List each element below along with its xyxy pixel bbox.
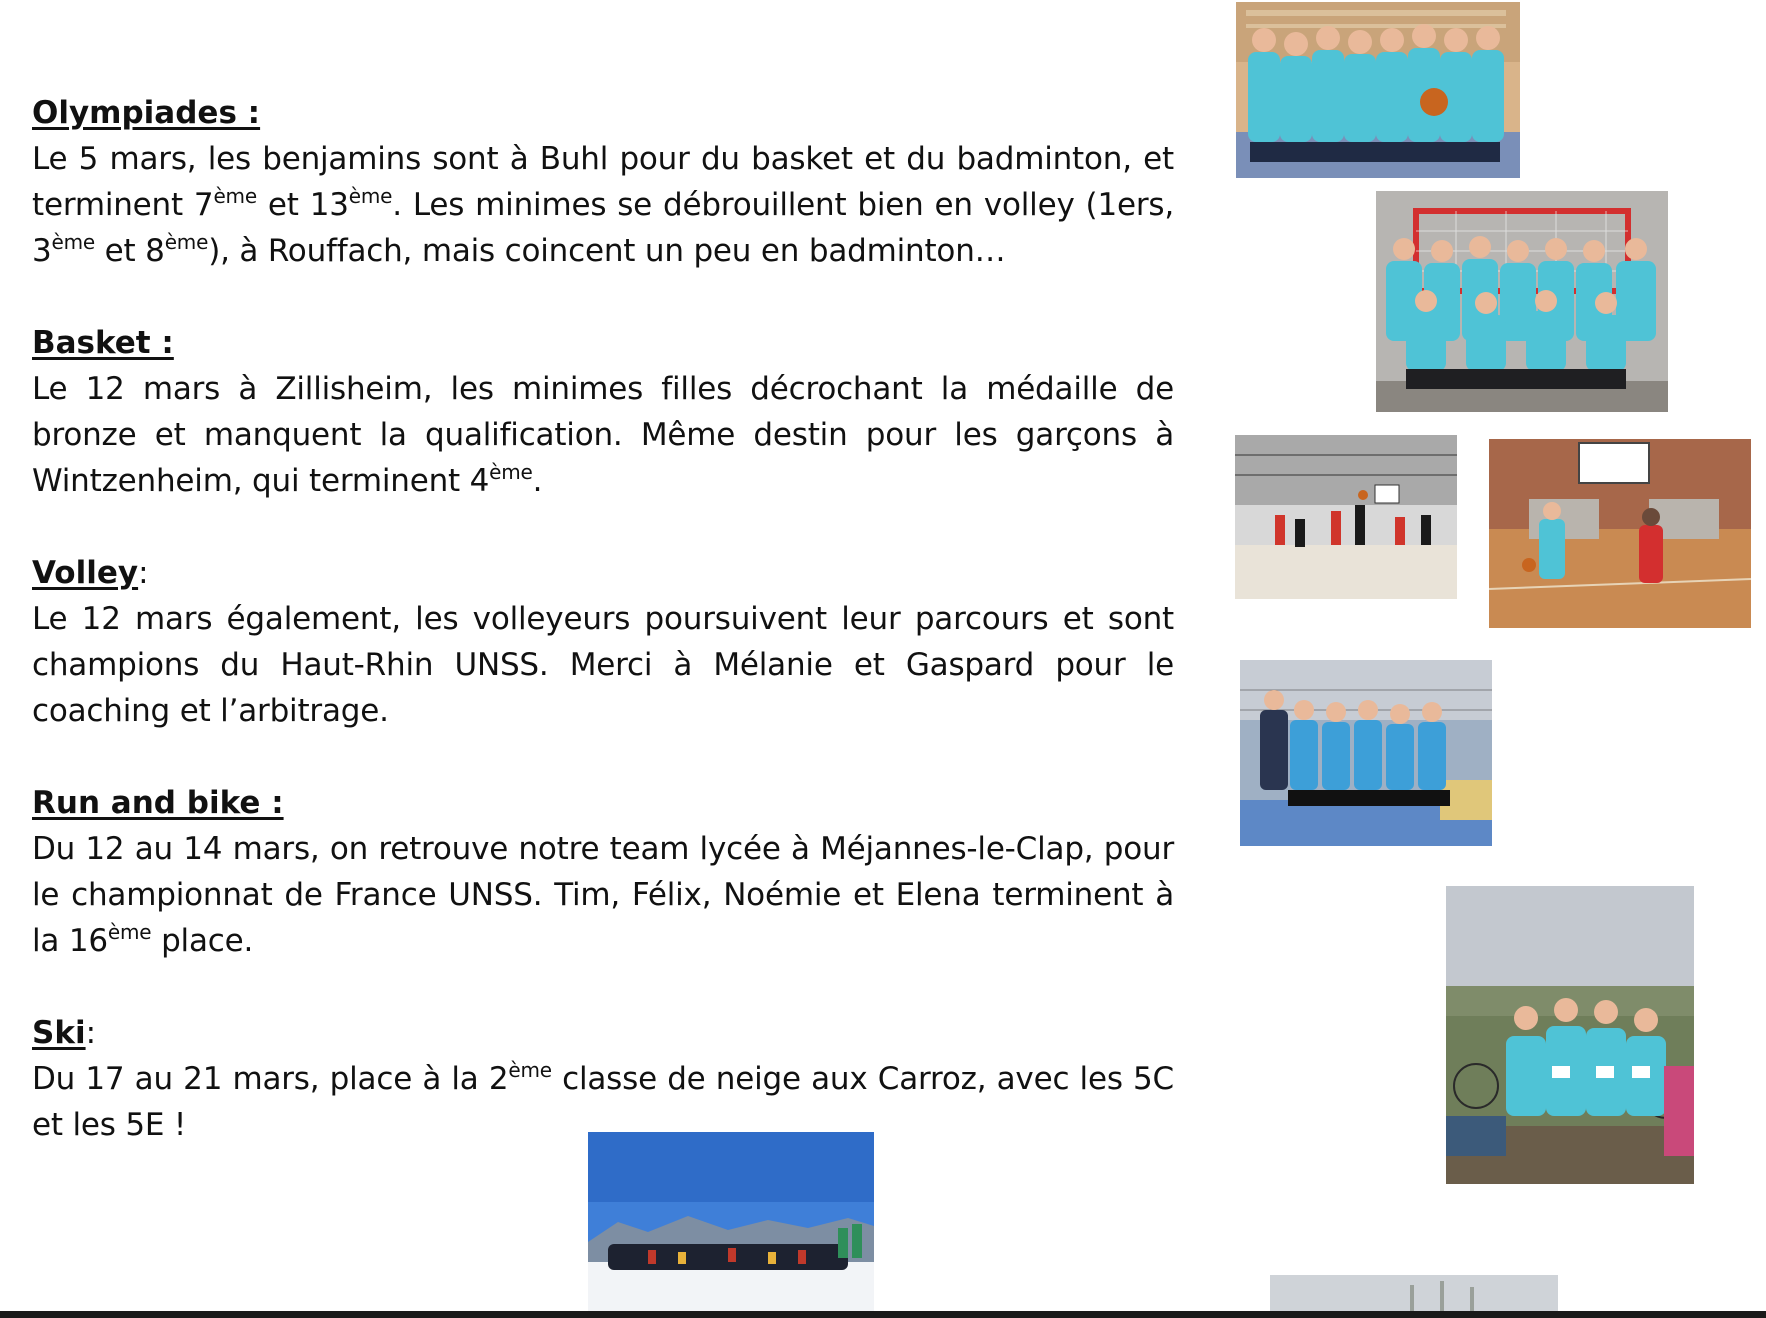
photo-ski-group <box>588 1132 874 1311</box>
heading-basket: Basket : <box>32 325 174 361</box>
photo-run-and-bike-team <box>1446 886 1694 1184</box>
section-ski <box>32 1010 1174 1148</box>
section-volley <box>32 550 1174 734</box>
paragraph-ski: Du 17 au 21 mars, place à la 2ème classe de neige aux Carroz, avec les 5C et les 5E ! <box>32 1058 1174 1143</box>
paragraph-basket: Le 12 mars à Zillisheim, les minimes filles décrochant la médaille de bronze et manquent la qualification. Même destin pour les garçons à Wintzenheim, qui terminent 4ème. <box>32 371 1174 499</box>
photo-basket-dribble <box>1489 439 1751 628</box>
section-run-and-bike <box>32 780 1174 964</box>
heading-olympiades: Olympiades : <box>32 95 261 131</box>
photo-partial-bottom <box>1270 1275 1558 1311</box>
photo-minimes-team <box>1376 191 1668 412</box>
heading-ski: Ski: <box>32 1015 97 1051</box>
paragraph-run-and-bike: Du 12 au 14 mars, on retrouve notre team lycée à Méjannes-le-Clap, pour le championnat de France UNSS. Tim, Félix, Noémie et Elena terminent à la 16ème place. <box>32 831 1174 959</box>
paragraph-olympiades: Le 5 mars, les benjamins sont à Buhl pour du basket et du badminton, et terminent 7ème et 13ème. Les minimes se débrouillent bien en volley (1ers, 3ème et 8ème), à Rouffach, mais coincent un peu en badminton… <box>32 141 1174 269</box>
bottom-bar <box>0 1311 1766 1318</box>
photo-volley-team <box>1240 660 1492 846</box>
photo-basket-game-hall <box>1235 435 1457 599</box>
paragraph-volley: Le 12 mars également, les volleyeurs poursuivent leur parcours et sont champions du Haut-Rhin UNSS. Merci à Mélanie et Gaspard pour le coaching et l’arbitrage. <box>32 601 1174 729</box>
heading-run-and-bike: Run and bike : <box>32 785 284 821</box>
section-basket <box>32 320 1174 504</box>
section-olympiades <box>32 90 1174 274</box>
heading-volley: Volley: <box>32 555 149 591</box>
photo-benjamins-team <box>1236 2 1520 178</box>
